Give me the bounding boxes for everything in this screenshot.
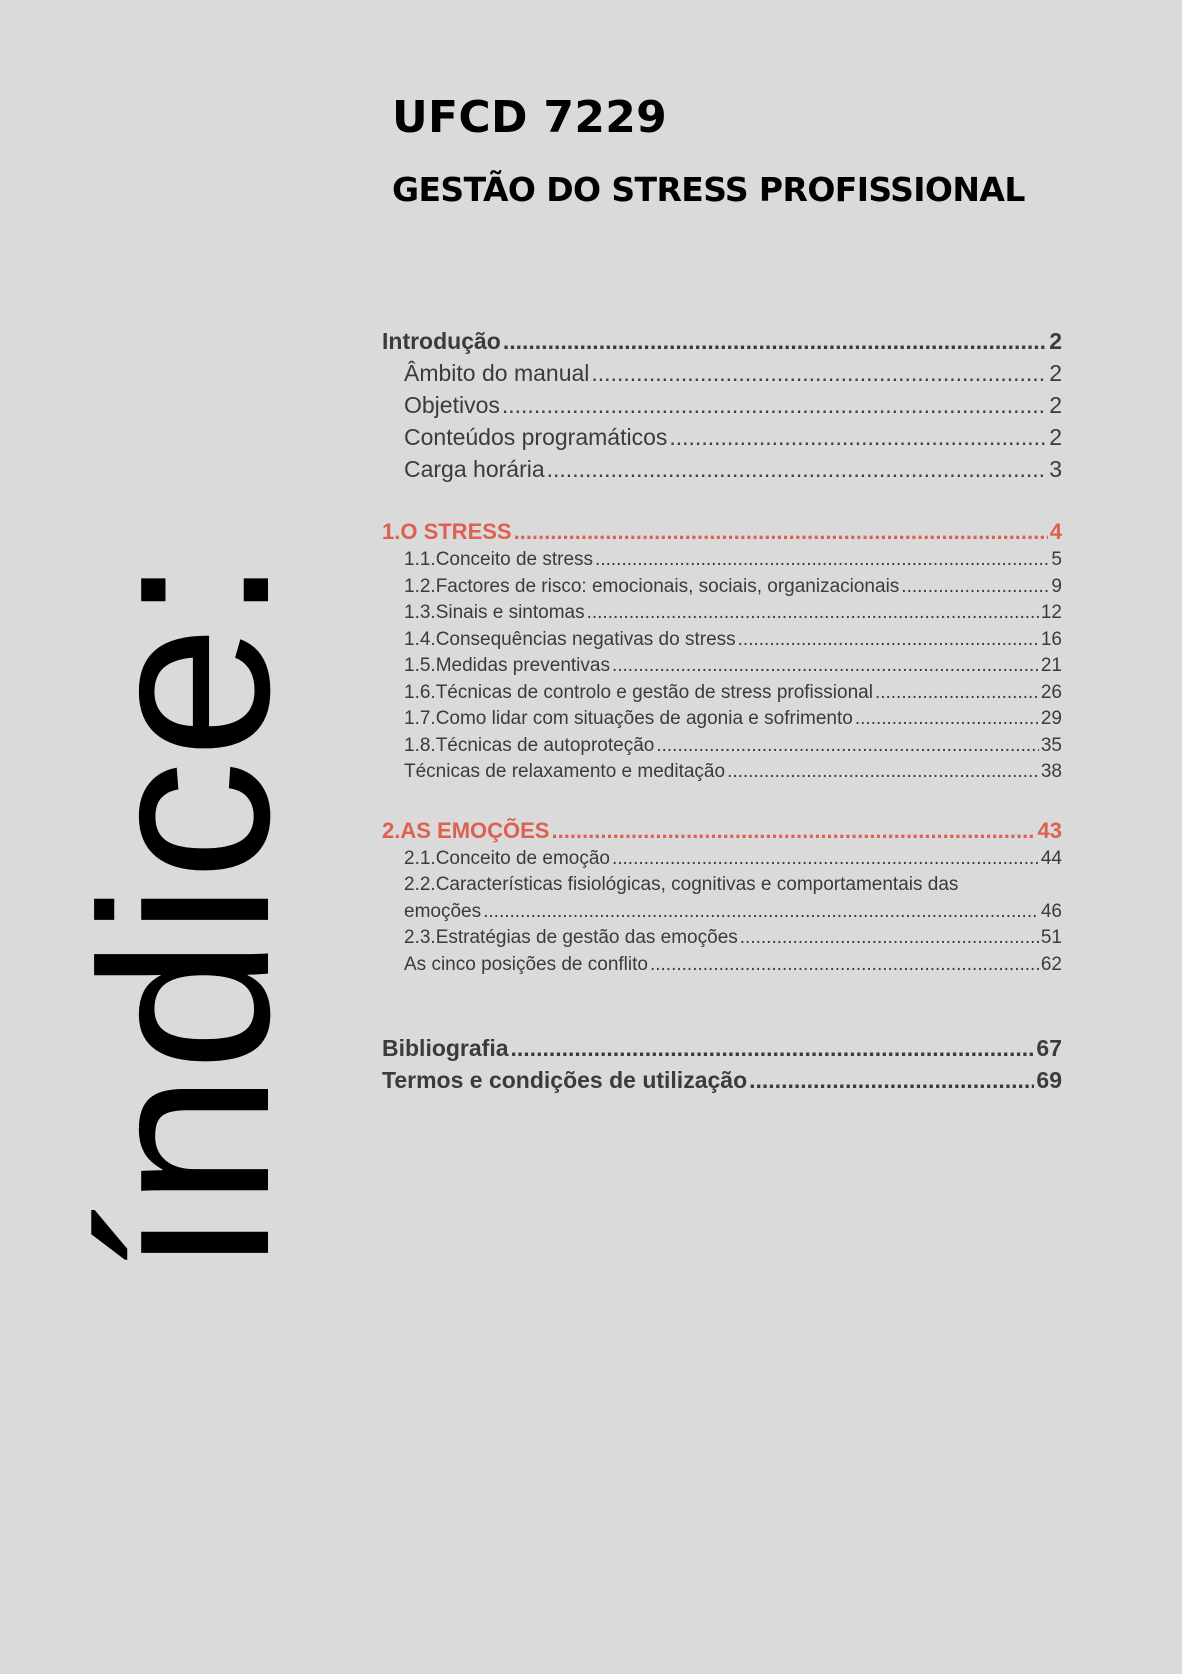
toc-entry-objetivos[interactable] bbox=[382, 389, 1062, 421]
toc-entry-page: 43 bbox=[1037, 817, 1062, 843]
toc-entry-2-2[interactable] bbox=[382, 899, 1062, 926]
toc-entry-page: 46 bbox=[1040, 900, 1062, 922]
toc-entry-page: 4 bbox=[1049, 519, 1062, 544]
toc-entry-2-3[interactable] bbox=[382, 925, 1062, 952]
toc-entry-1-8[interactable] bbox=[382, 733, 1062, 760]
toc-spacer bbox=[382, 978, 1062, 1032]
toc-entry-2-1[interactable] bbox=[382, 846, 1062, 873]
toc-entry-label: Objetivos bbox=[404, 392, 500, 418]
toc-leader-dots bbox=[503, 325, 1047, 357]
table-of-contents bbox=[382, 325, 1062, 1096]
toc-entry-label: 1.3.Sinais e sintomas bbox=[404, 602, 585, 623]
toc-entry-label: Técnicas de relaxamento e meditação bbox=[404, 761, 726, 782]
toc-entry-label: As cinco posições de conflito bbox=[404, 953, 648, 975]
toc-entry-page: 2 bbox=[1049, 328, 1062, 354]
toc-entry-label: 2.3.Estratégias de gestão das emoções bbox=[404, 927, 738, 948]
toc-entry-page: 26 bbox=[1040, 681, 1062, 703]
toc-entry-label: 1.4.Consequências negativas do stress bbox=[404, 628, 736, 650]
toc-leader-dots bbox=[591, 357, 1047, 389]
toc-entry-1-7[interactable] bbox=[382, 706, 1062, 733]
toc-leader-dots bbox=[483, 899, 1039, 926]
toc-chapter-1[interactable] bbox=[382, 517, 1062, 547]
toc-entry-label: 1.6.Técnicas de controlo e gestão de stress profissional bbox=[404, 681, 873, 703]
toc-entry-page: 2 bbox=[1049, 360, 1062, 386]
toc-entry-page: 35 bbox=[1040, 734, 1062, 756]
toc-entry-page: 44 bbox=[1040, 847, 1062, 869]
toc-leader-dots bbox=[656, 733, 1039, 760]
toc-leader-dots bbox=[650, 952, 1039, 979]
toc-entry-1-4[interactable] bbox=[382, 627, 1062, 654]
toc-entry-page: 51 bbox=[1040, 927, 1062, 948]
toc-entry-label: Conteúdos programáticos bbox=[404, 424, 668, 450]
toc-entry-label: 2.1.Conceito de emoção bbox=[404, 847, 610, 869]
toc-entry-page: 21 bbox=[1040, 655, 1062, 676]
toc-entry-label: emoções bbox=[404, 900, 482, 922]
toc-entry-termos[interactable] bbox=[382, 1064, 1062, 1096]
toc-leader-dots bbox=[749, 1064, 1034, 1096]
toc-entry-page: 9 bbox=[1051, 575, 1062, 597]
toc-leader-dots bbox=[738, 627, 1039, 654]
toc-entry-1-2[interactable] bbox=[382, 574, 1062, 601]
toc-entry-1-1[interactable] bbox=[382, 547, 1062, 574]
toc-leader-dots bbox=[502, 389, 1047, 421]
toc-entry-label: 1.7.Como lidar com situações de agonia e sofrimento bbox=[404, 708, 853, 729]
toc-entry-1-3[interactable] bbox=[382, 600, 1062, 627]
toc-leader-dots bbox=[514, 517, 1048, 547]
toc-chapter-2[interactable] bbox=[382, 816, 1062, 846]
toc-leader-dots bbox=[511, 1032, 1035, 1064]
toc-entry-carga-horaria[interactable] bbox=[382, 453, 1062, 485]
toc-entry-page: 67 bbox=[1036, 1035, 1062, 1061]
course-code: UFCD 7229 bbox=[392, 92, 668, 143]
toc-entry-page: 2 bbox=[1049, 424, 1062, 450]
toc-entry-page: 29 bbox=[1040, 708, 1062, 729]
toc-leader-dots bbox=[875, 680, 1039, 707]
toc-entry-page: 16 bbox=[1040, 628, 1062, 650]
toc-entry-conteudos[interactable] bbox=[382, 421, 1062, 453]
toc-entry-page: 3 bbox=[1049, 456, 1062, 482]
toc-entry-page: 12 bbox=[1040, 602, 1062, 623]
toc-entry-1-6[interactable] bbox=[382, 680, 1062, 707]
toc-entry-label: 1.8.Técnicas de autoproteção bbox=[404, 734, 655, 756]
toc-leader-dots bbox=[855, 706, 1039, 733]
toc-entry-page: 38 bbox=[1040, 761, 1062, 782]
toc-entry-page: 69 bbox=[1036, 1067, 1062, 1093]
toc-entry-label: 1.5.Medidas preventivas bbox=[404, 655, 610, 676]
toc-leader-dots bbox=[612, 846, 1039, 873]
toc-entry-label: 1.1.Conceito de stress bbox=[404, 549, 594, 570]
toc-entry-label: 1.2.Factores de risco: emocionais, sociais, organizacionais bbox=[404, 575, 900, 597]
toc-leader-dots bbox=[547, 453, 1048, 485]
index-side-title: índice: bbox=[51, 554, 319, 1276]
toc-leader-dots bbox=[551, 816, 1035, 846]
toc-leader-dots bbox=[587, 600, 1039, 627]
toc-leader-dots bbox=[612, 653, 1039, 680]
toc-entry-relaxamento[interactable] bbox=[382, 759, 1062, 786]
toc-entry-ambito[interactable] bbox=[382, 357, 1062, 389]
toc-entry-bibliografia[interactable] bbox=[382, 1032, 1062, 1064]
toc-leader-dots bbox=[669, 421, 1047, 453]
toc-entry-1-5[interactable] bbox=[382, 653, 1062, 680]
toc-entry-label: Termos e condições de utilização bbox=[382, 1067, 748, 1093]
course-title: GESTÃO DO STRESS PROFISSIONAL bbox=[392, 170, 1025, 209]
toc-entry-label: Introdução bbox=[382, 328, 501, 354]
toc-entry-page: 5 bbox=[1051, 549, 1062, 570]
toc-spacer bbox=[382, 786, 1062, 816]
toc-leader-dots bbox=[740, 925, 1039, 952]
toc-spacer bbox=[382, 485, 1062, 517]
toc-entry-label: 2.AS EMOÇÕES bbox=[382, 817, 550, 843]
toc-leader-dots bbox=[595, 547, 1049, 574]
toc-leader-dots bbox=[727, 759, 1039, 786]
toc-entry-2-2-line1[interactable]: 2.2.Características fisiológicas, cognitivas e comportamentais das bbox=[404, 874, 959, 895]
toc-entry-label: 1.O STRESS bbox=[382, 519, 512, 544]
toc-entry-page: 62 bbox=[1040, 953, 1062, 975]
toc-entry-label: Bibliografia bbox=[382, 1035, 509, 1061]
toc-entry-page: 2 bbox=[1049, 392, 1062, 418]
toc-entry-introducao[interactable] bbox=[382, 325, 1062, 357]
toc-leader-dots bbox=[901, 574, 1049, 601]
toc-entry-conflito[interactable] bbox=[382, 952, 1062, 979]
toc-entry-label: Âmbito do manual bbox=[404, 360, 590, 386]
toc-entry-label: Carga horária bbox=[404, 456, 545, 482]
